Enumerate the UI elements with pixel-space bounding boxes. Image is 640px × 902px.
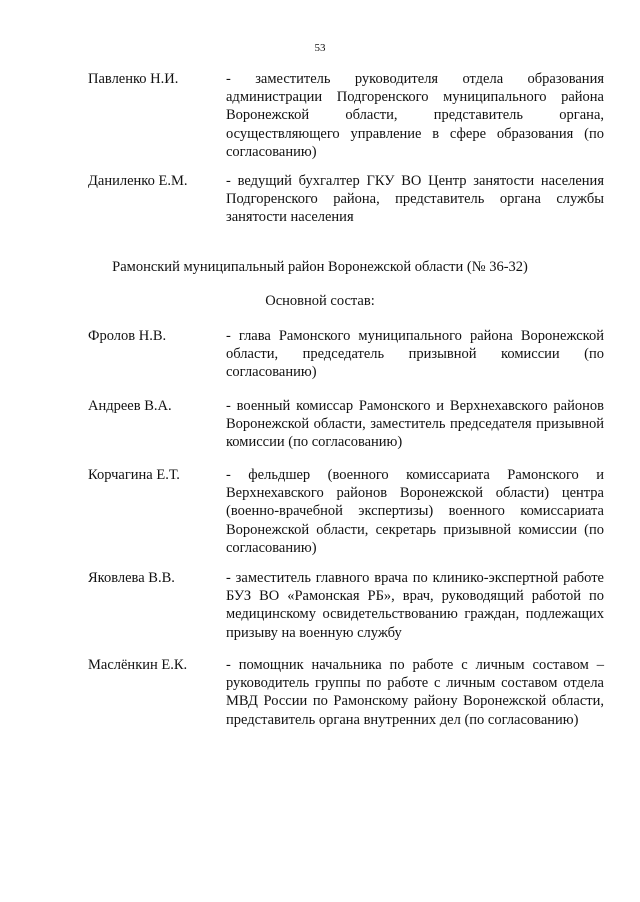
member-role: - фельдшер (военного комиссариата Рамонского и Верхнехавского районов Воронежской области) центра (военно-врачебной экспертизы) военного комиссариата Воронежской области, секретарь призывной комиссии (по согласованию) (226, 467, 604, 556)
member-role: - ведущий бухгалтер ГКУ ВО Центр занятости населения Подгоренского района, представитель органа службы занятости населения (226, 173, 604, 226)
member-name: Павленко Н.И. (88, 71, 179, 87)
member-role: - глава Рамонского муниципального района Воронежской области, председатель призывной комиссии (по согласованию) (226, 328, 604, 381)
member-role: - помощник начальника по работе с личным составом – руководитель группы по работе с личным составом отдела МВД России по Рамонскому району Воронежской области, представитель органа внутренних дел (по согласованию) (226, 657, 604, 728)
section-title: Рамонский муниципальный район Воронежской области (№ 36-32) (112, 259, 528, 275)
member-name: Даниленко Е.М. (88, 173, 188, 189)
section-subtitle: Основной состав: (265, 293, 375, 309)
member-name: Маслёнкин Е.К. (88, 657, 188, 673)
member-role: - заместитель руководителя отдела образования администрации Подгоренского муниципального района Воронежской области, представитель органа, осуществляющего управление в сфере образования (по согласованию) (226, 71, 604, 160)
member-role: - заместитель главного врача по клинико-экспертной работе БУЗ ВО «Рамонская РБ», врач, руководящий работой по медицинскому освидетельствованию граждан, подлежащих призыву на военную службу (226, 570, 604, 641)
member-name: Андреев В.А. (88, 398, 172, 414)
member-name: Яковлева В.В. (88, 570, 175, 586)
member-name: Корчагина Е.Т. (88, 467, 180, 483)
page-number: 53 (314, 42, 326, 54)
member-role: - военный комиссар Рамонского и Верхнехавского районов Воронежской области, заместитель председателя призывной комиссии (по согласованию) (226, 398, 604, 451)
member-name: Фролов Н.В. (88, 328, 167, 344)
